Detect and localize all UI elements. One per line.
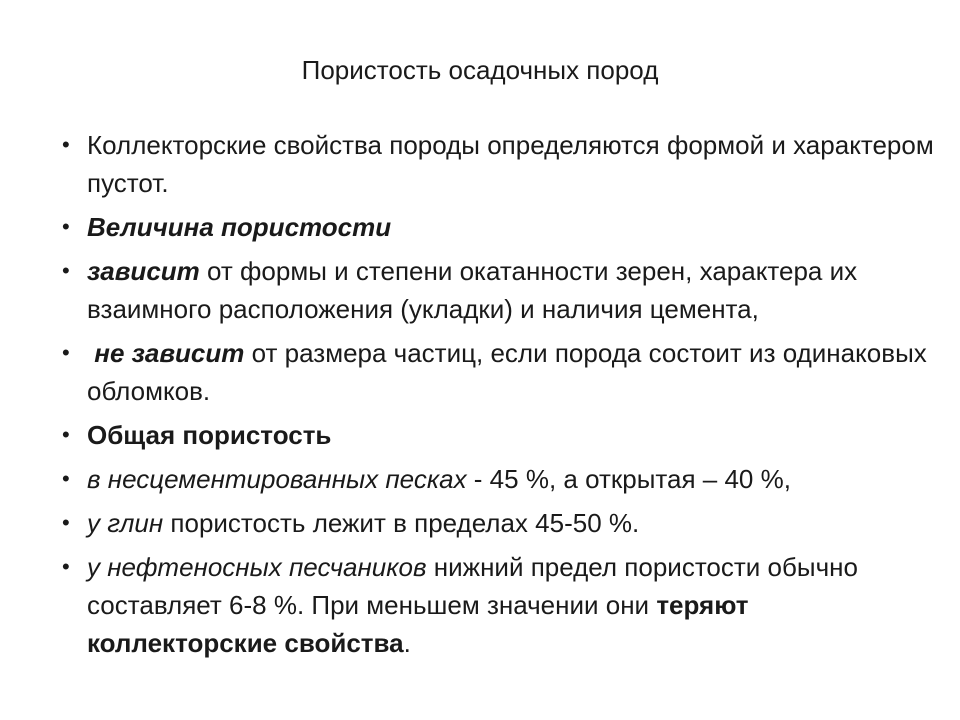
bullet-emphasis: Величина пористости (87, 212, 392, 242)
bullet-text: - 45 %, а открытая – 40 %, (466, 464, 791, 494)
bullet-emphasis: в несцементированных песках (87, 464, 467, 494)
bullet-text: Коллекторские свойства породы определяются формой и характером пустот. (87, 130, 934, 198)
bullet-text: от размера частиц, если порода состоит из одинаковых обломков. (87, 338, 927, 406)
bullet-item-oil-sandstones (62, 548, 942, 662)
bullet-item-reservoir-properties (62, 126, 942, 202)
bullet-icon: • (62, 214, 70, 239)
bullet-item-depends (62, 252, 942, 328)
bullet-icon: • (62, 132, 70, 157)
bullet-list (62, 126, 942, 668)
bullet-item-porosity-magnitude (62, 208, 942, 246)
bullet-emphasis: у нефтеносных песчаников (87, 552, 427, 582)
bullet-icon: • (62, 466, 70, 491)
bullet-icon: • (62, 340, 70, 365)
bullet-text: пористость лежит в пределах 45-50 %. (163, 508, 640, 538)
bullet-icon: • (62, 510, 70, 535)
bullet-emphasis: не зависит (94, 338, 245, 368)
bullet-text: нижний предел пористости обычно составляет 6-8 %. При меньшем значении они (87, 552, 858, 620)
bullet-emphasis: зависит (87, 256, 200, 286)
bullet-item-uncemented-sands (62, 460, 942, 498)
bullet-strong: Общая пористость (87, 420, 332, 450)
bullet-item-not-depends (62, 334, 942, 410)
bullet-tail: . (403, 628, 411, 658)
bullet-text: от формы и степени окатанности зерен, характера их взаимного расположения (укладки) и наличия цемента, (87, 256, 858, 324)
bullet-emphasis: у глин (87, 508, 164, 538)
bullet-icon: • (62, 422, 70, 447)
slide-title: Пористость осадочных пород (301, 55, 659, 85)
bullet-item-total-porosity (62, 416, 942, 454)
bullet-item-clays (62, 504, 942, 542)
bullet-icon: • (62, 554, 70, 579)
bullet-strong: теряют коллекторские свойства (87, 590, 749, 658)
bullet-icon: • (62, 258, 70, 283)
